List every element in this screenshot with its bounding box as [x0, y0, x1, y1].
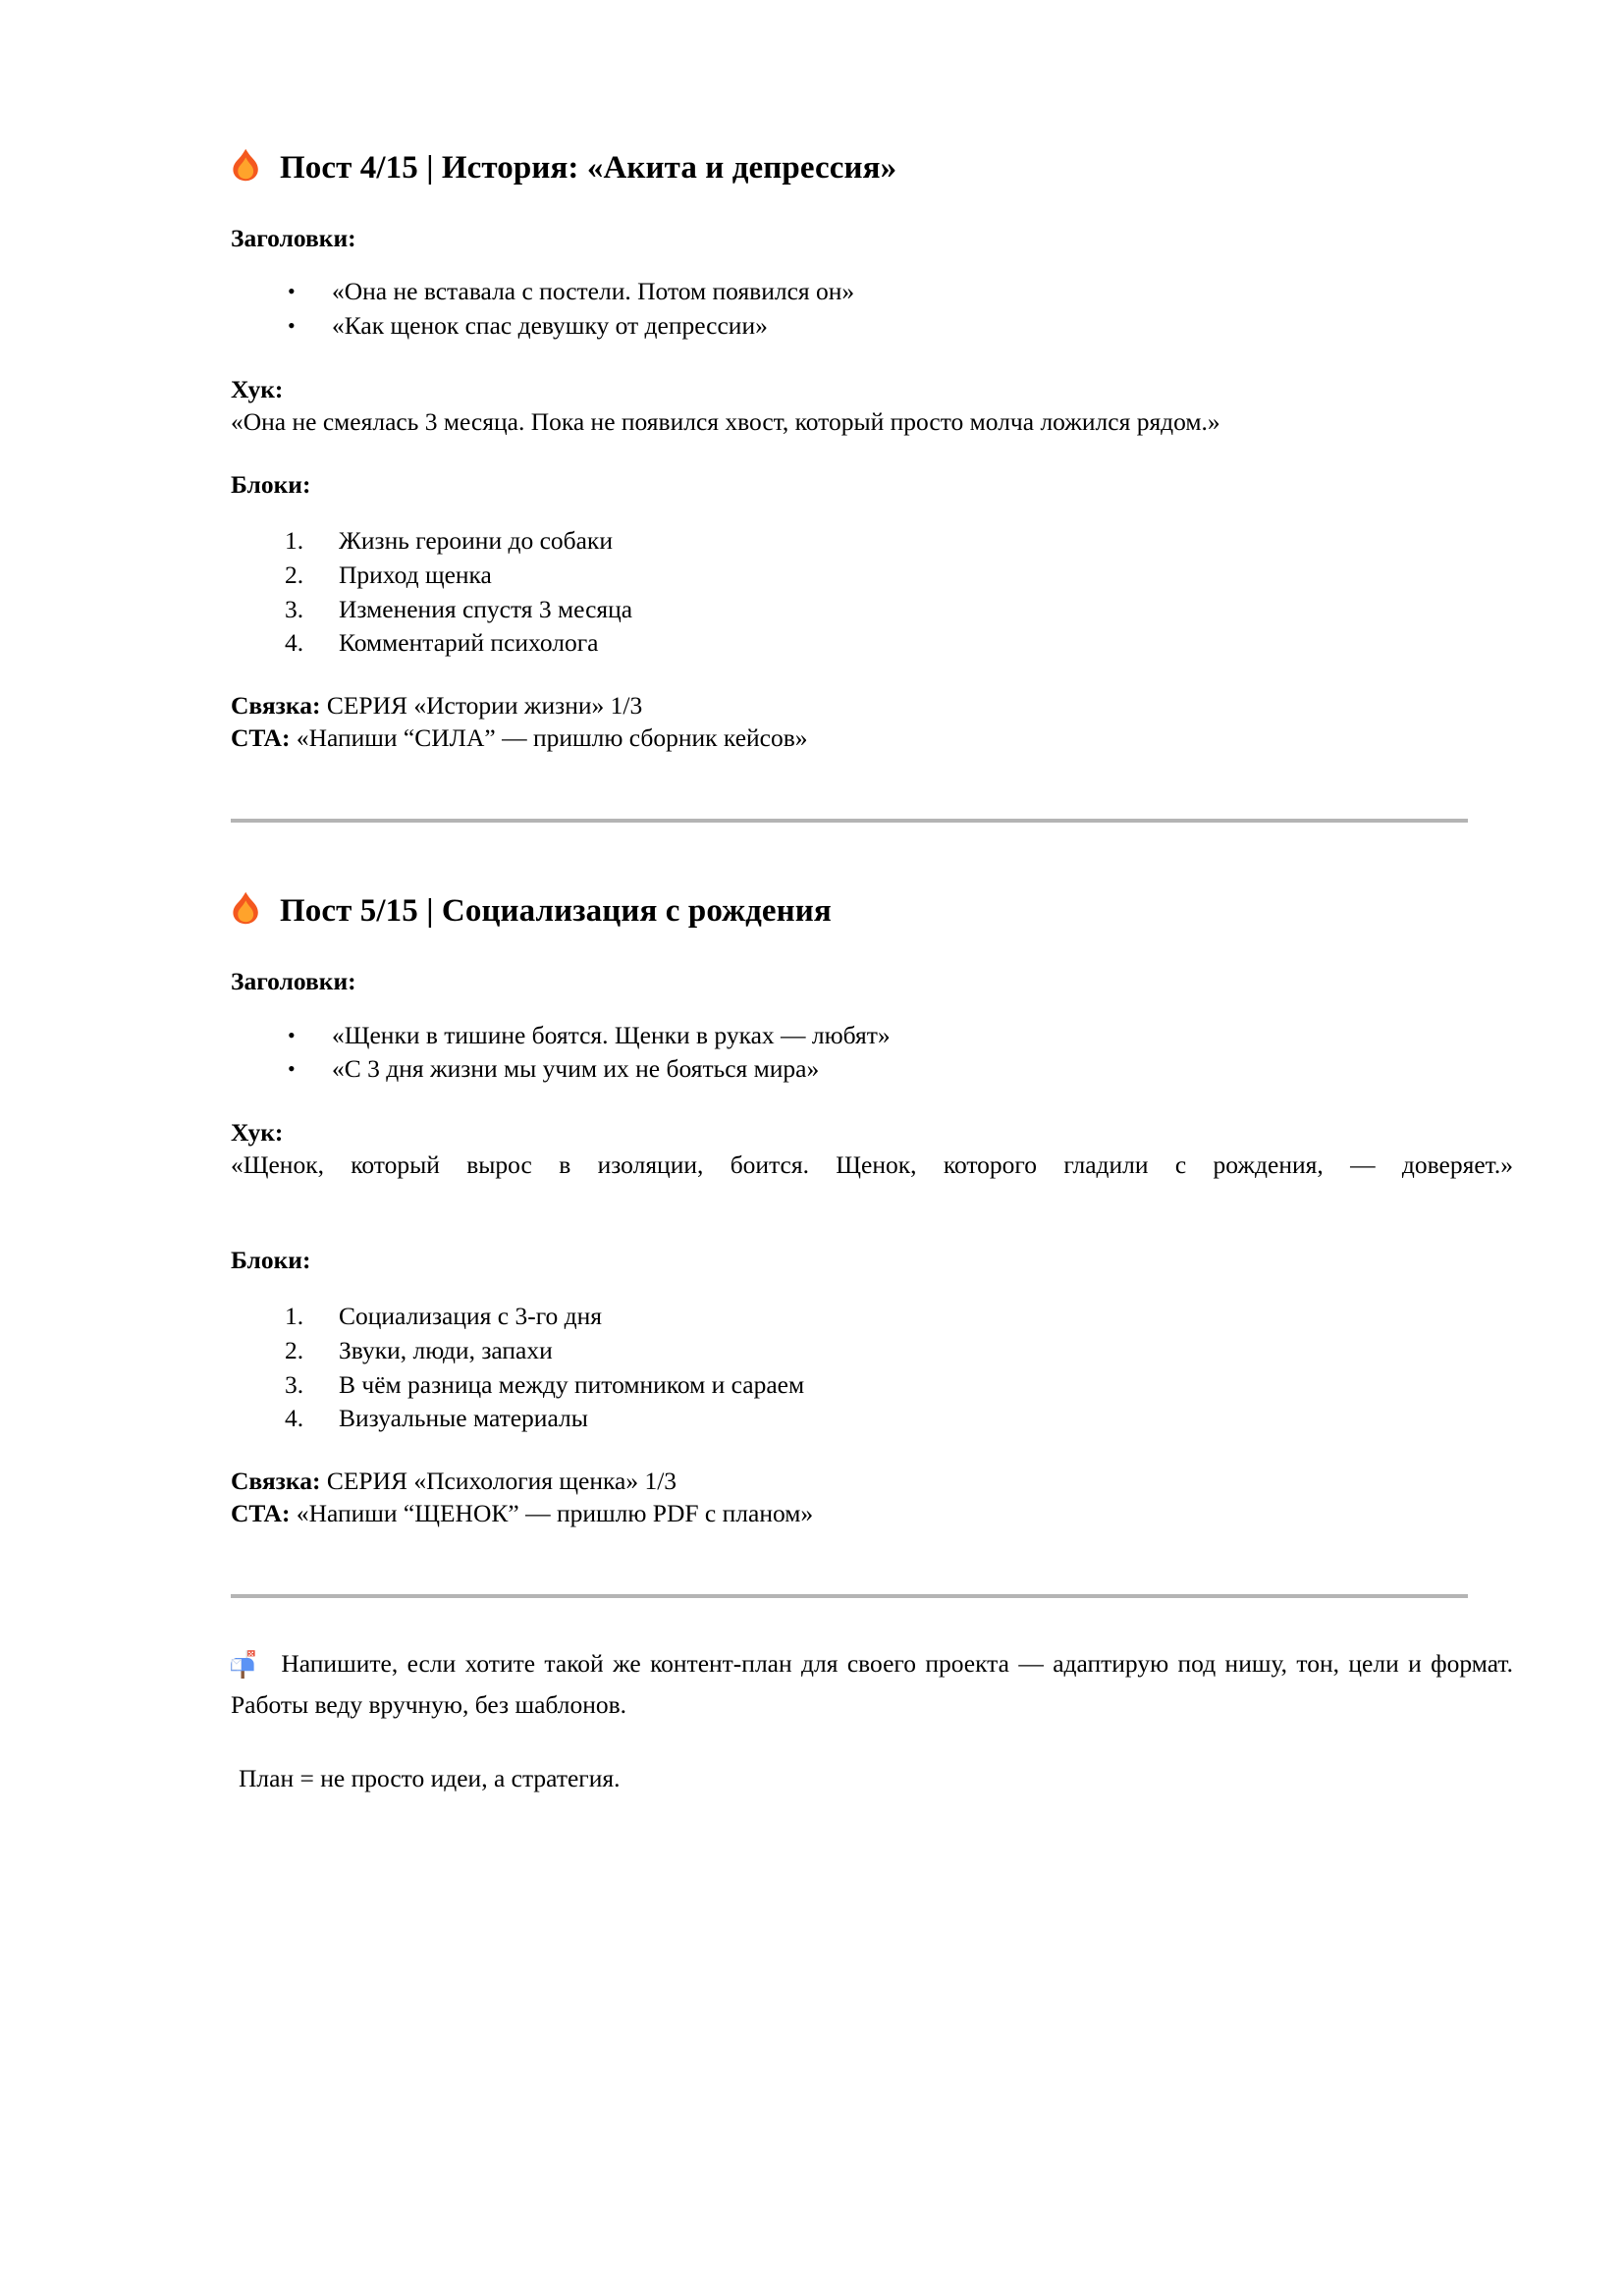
- post-5-hook-text: «Щенок, который вырос в изоляции, боится. Щенок, которого гладили с рождения, — доверяет.»: [231, 1150, 1513, 1179]
- spacer: [231, 1598, 1513, 1645]
- list-item: [231, 626, 1513, 661]
- post-4-blocks-label: Блоки:: [231, 470, 311, 500]
- post-5-cta-value: «Напиши “ЩЕНОК” — пришлю PDF с планом»: [296, 1499, 814, 1528]
- post-4-link-value: СЕРИЯ «Истории жизни» 1/3: [326, 690, 643, 720]
- post-4-heading-text: Пост 4/15 | История: «Акита и депрессия»: [280, 150, 897, 186]
- post-4-cta-value: «Напиши “СИЛА” — пришлю сборник кейсов»: [296, 722, 808, 752]
- number-marker: 4.: [285, 1404, 304, 1433]
- post-5-headlines-list: [231, 1019, 1513, 1087]
- list-item: [231, 1334, 1513, 1368]
- post-4-headlines-list: [231, 275, 1513, 343]
- bullet-marker: •: [288, 279, 296, 304]
- spacer: [231, 1087, 1513, 1116]
- post-4-link-label: Связка:: [231, 690, 321, 720]
- list-item: [231, 1019, 1513, 1053]
- post-4-headlines-label: Заголовки:: [231, 224, 356, 253]
- number-marker: 3.: [285, 594, 304, 623]
- spacer: [231, 1276, 1513, 1300]
- spacer: [231, 438, 1513, 468]
- number-marker: 1.: [285, 1302, 304, 1331]
- list-item: [231, 1300, 1513, 1334]
- list-item: [231, 1052, 1513, 1087]
- list-item-text: Комментарий психолога: [339, 628, 599, 658]
- list-item-text: «Щенки в тишине боятся. Щенки в руках — любят»: [332, 1020, 891, 1049]
- top-spacer: [231, 0, 1513, 144]
- post-5-hook-label: Хук:: [231, 1117, 284, 1147]
- list-item-text: «С 3 дня жизни мы учим их не бояться мира»: [332, 1054, 820, 1084]
- document-content: [231, 0, 1513, 1794]
- post-4-heading: [231, 144, 1513, 187]
- fire-emoji: [231, 891, 260, 934]
- post-4-cta-label: CTA:: [231, 722, 291, 752]
- post-5-heading-text: Пост 5/15 | Социализация с рождения: [280, 893, 832, 930]
- spacer: [231, 998, 1513, 1019]
- list-item: [231, 524, 1513, 559]
- open-mailbox-with-raised-flag-icon: [231, 1649, 258, 1690]
- list-item-text: «Как щенок спас девушку от депрессии»: [332, 311, 768, 341]
- spacer: [231, 931, 1513, 965]
- post-4-link-line: [231, 689, 1513, 721]
- post-5-heading: [231, 887, 1513, 931]
- spacer: [231, 1436, 1513, 1465]
- fire-emoji: [231, 148, 260, 191]
- post-4-hook-text: «Она не смеялась 3 месяца. Пока не появился хвост, который просто молча ложился рядом.»: [231, 406, 1220, 436]
- post-4-blocks-list: [231, 524, 1513, 661]
- number-marker: 4.: [285, 628, 304, 658]
- bullet-marker: •: [288, 313, 296, 339]
- list-item: [231, 559, 1513, 593]
- spacer: [231, 501, 1513, 524]
- post-4-cta-line: [231, 721, 1513, 754]
- spacer: [231, 344, 1513, 373]
- list-item: [231, 309, 1513, 344]
- post-5-link-value: СЕРИЯ «Психология щенка» 1/3: [326, 1467, 677, 1496]
- spacer: [231, 1723, 1513, 1762]
- spacer: [231, 754, 1513, 819]
- post-5-cta-line: [231, 1497, 1513, 1529]
- list-item: [231, 593, 1513, 627]
- number-marker: 3.: [285, 1369, 304, 1399]
- spacer: [231, 1213, 1513, 1244]
- list-item-text: Звуки, люди, запахи: [339, 1336, 553, 1365]
- list-item-text: Жизнь героини до собаки: [339, 526, 613, 556]
- bullet-marker: •: [288, 1022, 296, 1047]
- footer-tagline: План = не просто идеи, а стратегия.: [239, 1763, 621, 1792]
- post-5-link-line: [231, 1465, 1513, 1497]
- list-item-text: Визуальные материалы: [339, 1404, 588, 1433]
- list-item-text: В чём разница между питомником и сараем: [339, 1369, 805, 1399]
- post-5-blocks-list: [231, 1300, 1513, 1436]
- number-marker: 2.: [285, 1336, 304, 1365]
- post-5-link-label: Связка:: [231, 1467, 321, 1496]
- number-marker: 2.: [285, 560, 304, 589]
- list-item: [231, 1368, 1513, 1403]
- list-item-text: «Она не вставала с постели. Потом появился он»: [332, 277, 855, 306]
- spacer: [231, 823, 1513, 887]
- footer-offer-paragraph: [231, 1645, 1513, 1722]
- list-item: [231, 1402, 1513, 1436]
- post-5-blocks-label: Блоки:: [231, 1246, 311, 1275]
- footer-offer-text: Напишите, если хотите такой же контент-план для своего проекта — адаптирую под нишу, тон, цели и формат. Работы веду вручную, без шаблонов.: [231, 1649, 1514, 1719]
- spacer: [231, 1529, 1513, 1594]
- bullet-marker: •: [288, 1056, 296, 1082]
- post-5-cta-label: CTA:: [231, 1499, 291, 1528]
- post-4-hook-label: Хук:: [231, 374, 284, 403]
- spacer: [231, 187, 1513, 222]
- post-5-headlines-label: Заголовки:: [231, 967, 356, 996]
- spacer: [231, 254, 1513, 275]
- number-marker: 1.: [285, 526, 304, 556]
- list-item-text: Приход щенка: [339, 560, 492, 589]
- list-item-text: Изменения спустя 3 месяца: [339, 594, 633, 623]
- list-item: [231, 275, 1513, 309]
- spacer: [231, 661, 1513, 689]
- list-item-text: Социализация с 3-го дня: [339, 1302, 602, 1331]
